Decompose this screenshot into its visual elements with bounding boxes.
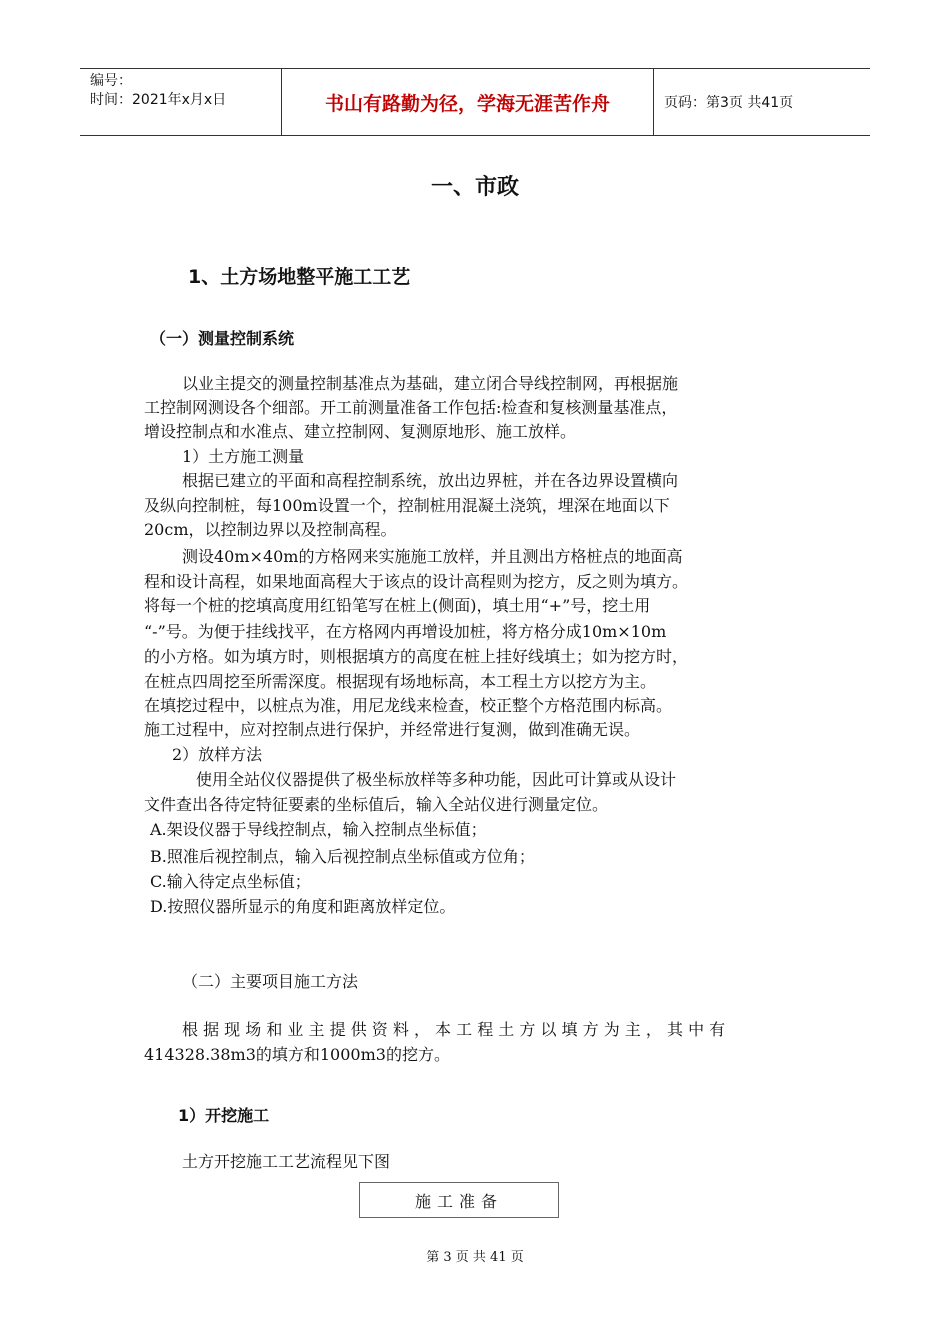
paragraph-line: 以业主提交的测量控制基准点为基础，建立闭合导线控制网，再根据施 [182, 374, 679, 393]
paragraph-line: 的小方格。如为填方时，则根据填方的高度在桩上挂好线填土；如为挖方时， [144, 647, 689, 666]
page-header [80, 68, 870, 136]
header-page-number: 页码：第3页 共41页 [664, 95, 794, 111]
flowchart-box: 施工准备 [359, 1182, 559, 1218]
paragraph-line: 在填挖过程中，以桩点为准，用尼龙线来检查，校正整个方格范围内标高。 [144, 696, 673, 715]
paragraph-line: 2）放样方法 [172, 745, 263, 764]
section-title: 1、土方场地整平施工工艺 [188, 266, 411, 288]
paragraph-line: 414328.38m3的填方和1000m3的挖方。 [144, 1045, 450, 1064]
paragraph-line: D.按照仪器所显示的角度和距离放样定位。 [150, 897, 456, 916]
paragraph-line: 及纵向控制桩，每100m设置一个，控制桩用混凝土浇筑，埋深在地面以下 [144, 496, 670, 515]
flow-intro: 土方开挖施工工艺流程见下图 [182, 1152, 391, 1171]
paragraph-line: 将每一个桩的挖填高度用红铅笔写在桩上(侧面)，填土用“+”号，挖土用 [144, 596, 651, 615]
time-label: 时间：2021年x月x日 [90, 92, 227, 108]
paragraph-line: 根 据 现 场 和 业 主 提 供 资 料 ， 本 工 程 土 方 以 填 方 为 主 ， 其 中 有 [182, 1020, 726, 1039]
paragraph-line: 使用全站仪仪器提供了极坐标放样等多种功能，因此可计算或从设计 [196, 770, 677, 789]
header-meta [80, 69, 282, 135]
subsection-title-2: （二）主要项目施工方法 [182, 972, 359, 991]
subsection-title-1: （一）测量控制系统 [150, 329, 295, 348]
header-motto: 书山有路勤为径，学海无涯苦作舟 [282, 69, 654, 135]
paragraph-line: 文件查出各待定特征要素的坐标值后，输入全站仪进行测量定位。 [144, 795, 609, 814]
code-label: 编号： [90, 73, 132, 89]
paragraph-line: “-”号。为便于挂线找平，在方格网内再增设加桩，将方格分成10m×10m [144, 622, 667, 641]
paragraph-line: 施工过程中，应对控制点进行保护，并经常进行复测，做到准确无误。 [144, 720, 641, 739]
paragraph-line: 增设控制点和水准点、建立控制网、复测原地形、施工放样。 [144, 422, 577, 441]
subsection-title-3: 1）开挖施工 [178, 1106, 270, 1125]
paragraph-line: C.输入待定点坐标值； [150, 872, 311, 891]
paragraph-line: A.架设仪器于导线控制点，输入控制点坐标值； [150, 820, 487, 839]
paragraph-line: 工控制网测设各个细部。开工前测量准备工作包括:检查和复核测量基准点， [144, 398, 678, 417]
paragraph-line: 在桩点四周挖至所需深度。根据现有场地标高，本工程土方以挖方为主。 [144, 672, 657, 691]
paragraph-line: 测设40m×40m的方格网来实施施工放样，并且测出方格桩点的地面高 [182, 547, 683, 566]
paragraph-line: 1）土方施工测量 [182, 447, 305, 466]
paragraph-line: B.照准后视控制点，输入后视控制点坐标值或方位角； [150, 847, 535, 866]
paragraph-line: 20cm，以控制边界以及控制高程。 [144, 520, 397, 539]
paragraph-line: 根据已建立的平面和高程控制系统，放出边界桩，并在各边界设置横向 [182, 471, 679, 490]
document-title: 一、市政 [430, 175, 519, 200]
paragraph-line: 程和设计高程，如果地面高程大于该点的设计高程则为挖方，反之则为填方。 [144, 572, 689, 591]
page-footer: 第 3 页 共 41 页 [426, 1250, 524, 1265]
